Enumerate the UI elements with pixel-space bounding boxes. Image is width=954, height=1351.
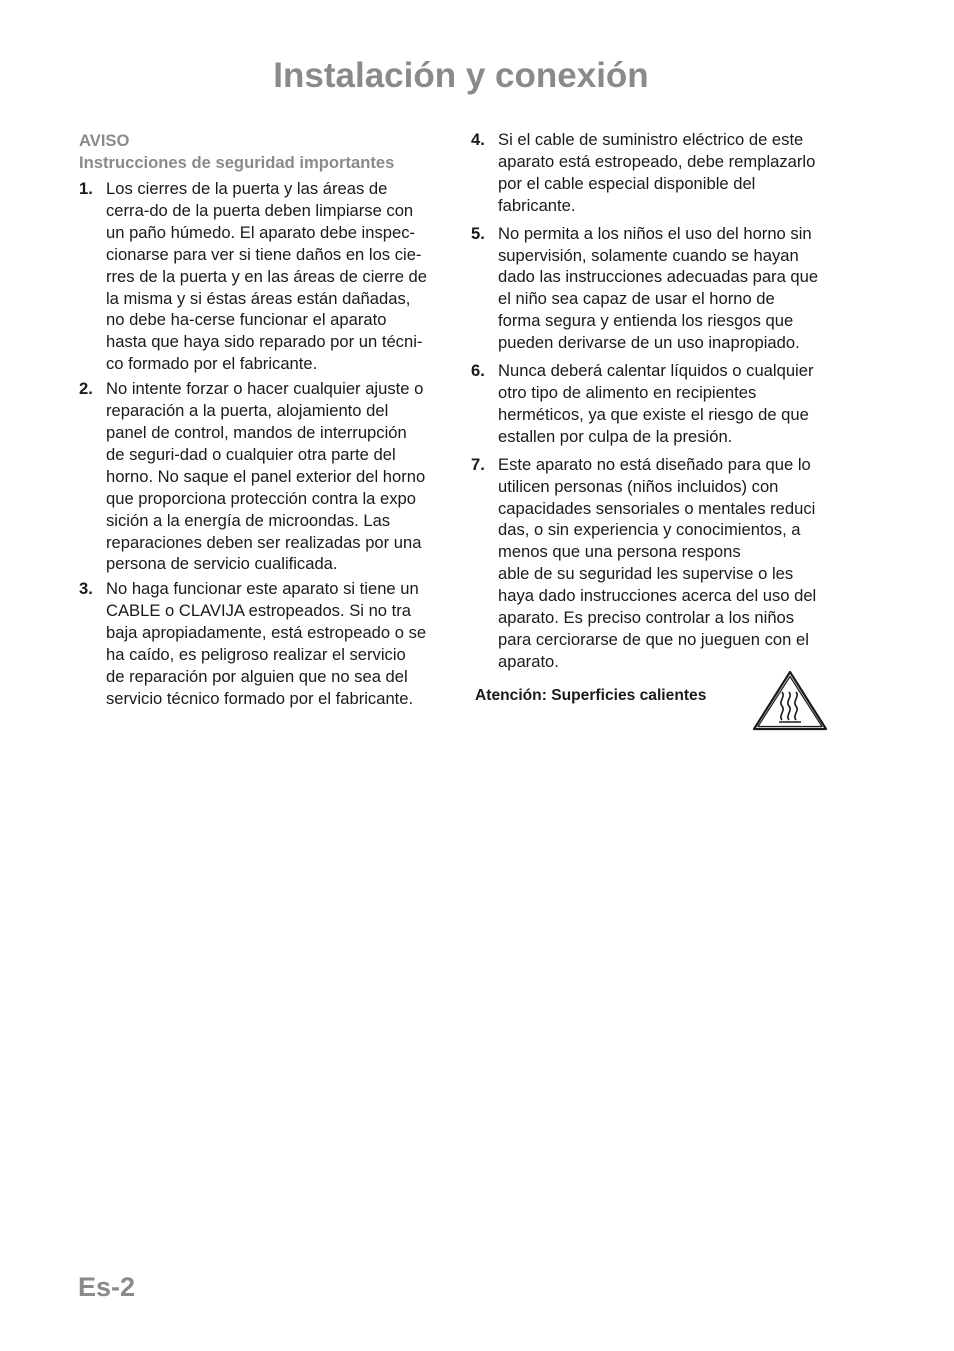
- item-text: Este aparato no está diseñado para que lo utilicen personas (niños incluidos) con capacidades sensoriales o mentales reduci das, o sin experiencia y conocimientos, a menos que una persona respons able de su seguridad les supervise o les haya dado instrucciones acerca del uso del aparato. Es preciso controlar a los niños para cerciorarse de que no jueguen con el aparato.: [498, 454, 817, 671]
- item-text: No permita a los niños el uso del horno sin supervisión, solamente cuando se hayan dado las instrucciones adecuadas para que el niño sea capaz de usar el horno de forma segura y entienda los riesgos que pueden derivarse de un uso inapropiado.: [498, 223, 819, 353]
- hot-surface-warning-icon: [751, 669, 829, 733]
- list-item: [79, 378, 451, 575]
- item-number: 4.: [471, 130, 485, 149]
- hot-surface-warning-label: Atención: Superficies calientes: [475, 687, 707, 704]
- item-number: 5.: [471, 223, 485, 243]
- right-column: [471, 129, 843, 679]
- list-item: [471, 360, 843, 448]
- item-number: 7.: [471, 454, 485, 474]
- item-text: Nunca deberá calentar líquidos o cualquier otro tipo de alimento en recipientes herméticos, ya que existe el riesgo de que estallen por culpa de la presión.: [498, 361, 814, 446]
- item-number: 6.: [471, 361, 485, 381]
- left-column: [79, 130, 451, 713]
- list-item: [79, 178, 451, 375]
- list-item: [471, 454, 843, 673]
- list-item: [471, 129, 843, 217]
- item-text: No haga funcionar este aparato si tiene un CABLE o CLAVIJA estropeados. Si no tra baja apropiadamente, está estropeado o se ha caído, es peligroso realizar el servicio de reparación por alguien que no sea del servicio técnico formado por el fabricante.: [106, 579, 427, 708]
- safety-list-right: [471, 129, 843, 673]
- section-heading: AVISO: [79, 131, 130, 150]
- item-text: Si el cable de suministro eléctrico de este aparato está estropeado, debe remplazarlo por el cable especial disponible del fabricante.: [498, 130, 816, 215]
- page-number: Es-2: [78, 1272, 136, 1302]
- page-title: Instalación y conexión: [273, 56, 649, 95]
- item-text: Los cierres de la puerta y las áreas de cerra-do de la puerta deben limpiarse con un paño húmedo. El aparato debe inspec- cionarse para ver si tiene daños en los cie- rres de la puerta y en las áreas de cierre de la misma y si éstas áreas están dañadas, no debe ha-cerse funcionar el aparato hasta que haya sido reparado por un técni- co formado por el fabricante.: [106, 179, 427, 374]
- safety-list-left: [79, 178, 451, 710]
- item-number: 2.: [79, 379, 93, 399]
- item-number: 1.: [79, 179, 93, 198]
- list-item: [79, 578, 451, 709]
- item-number: 3.: [79, 579, 93, 599]
- item-text: No intente forzar o hacer cualquier ajuste o reparación a la puerta, alojamiento del panel de control, mandos de interrupción de seguri-dad o cualquier otra parte del horno. No saque el panel exterior del horno que proporciona protección contra la expo sición a la energía de microondas. Las reparaciones deben ser realizadas por una persona de servicio cualificada.: [106, 379, 426, 574]
- section-subheading: Instrucciones de seguridad importantes: [79, 153, 395, 172]
- list-item: [471, 223, 843, 354]
